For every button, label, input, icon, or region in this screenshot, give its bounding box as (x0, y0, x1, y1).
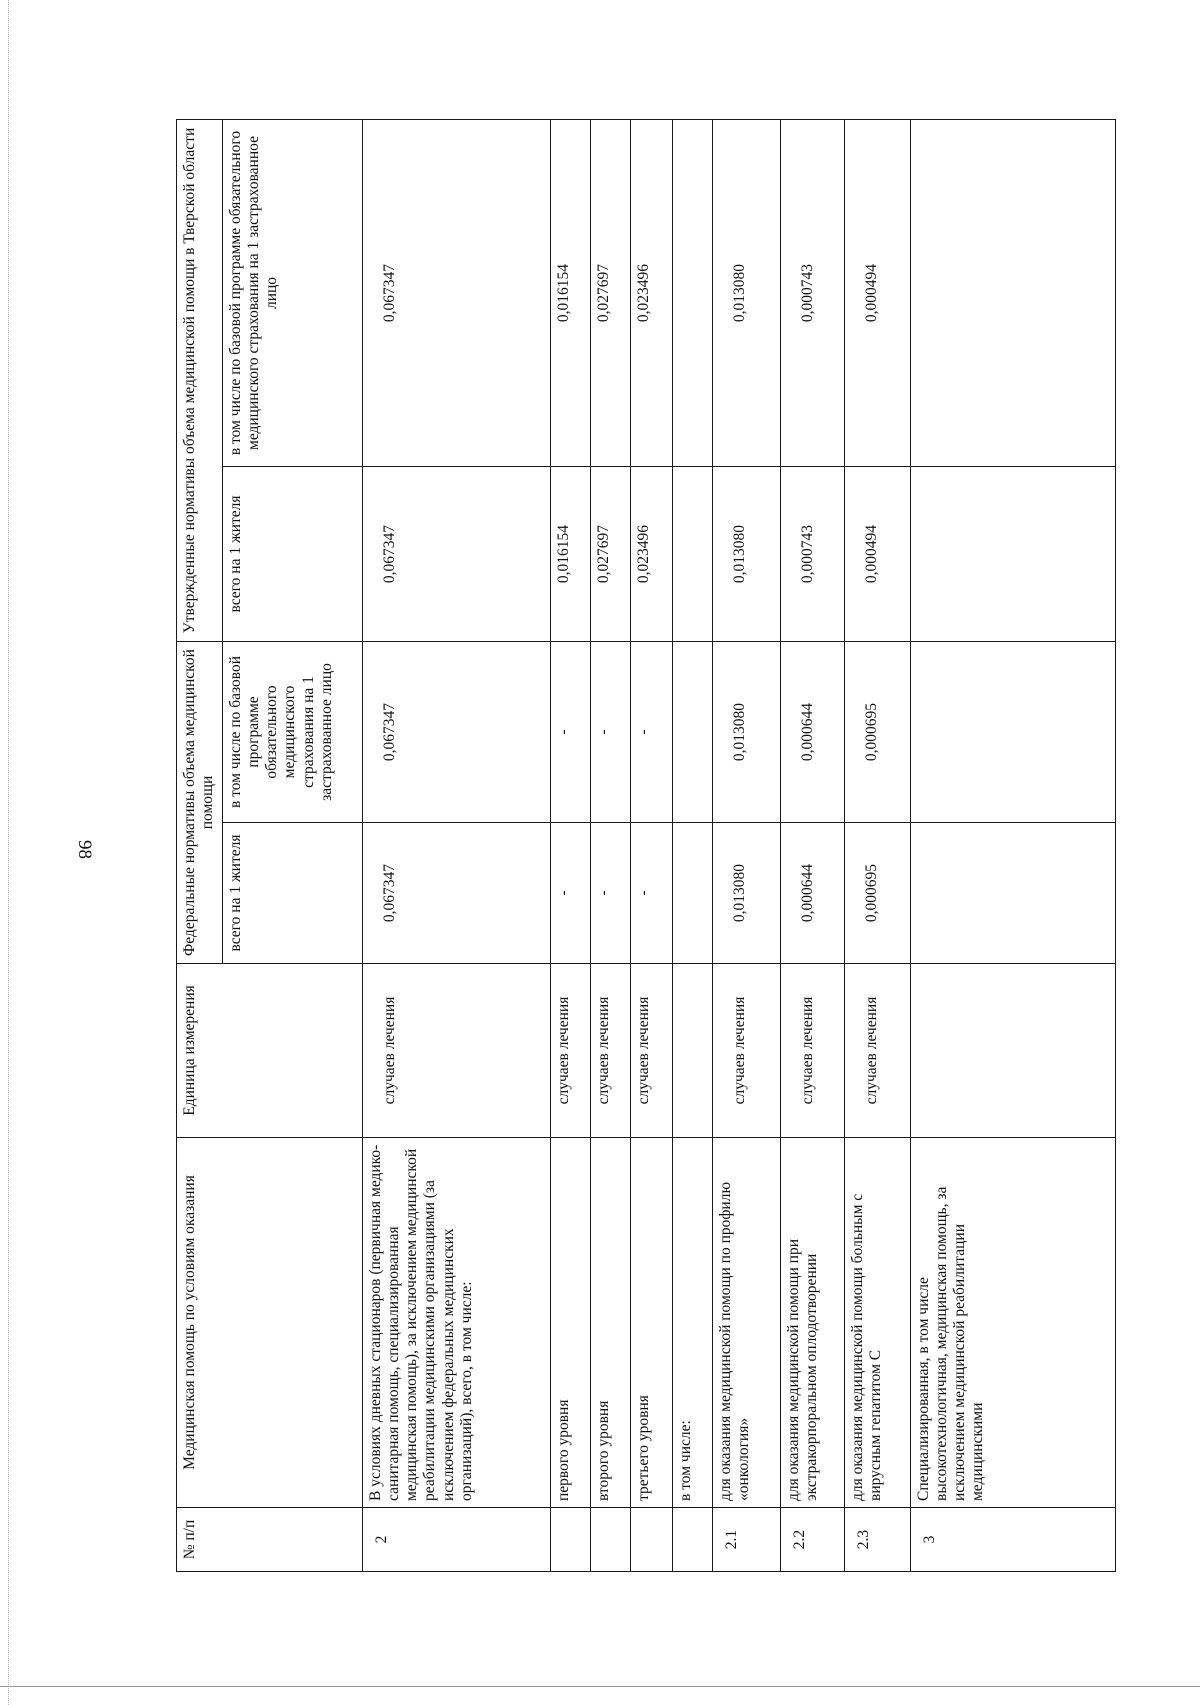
cell-tver-total: 0,027697 (590, 467, 630, 642)
header-federal-total: всего на 1 жителя (222, 823, 362, 964)
header-tver-oms: в том числе по базовой программе обязательного медицинского страхования на 1 застрахованное лицо (222, 120, 362, 467)
cell-num (630, 1508, 672, 1572)
cell-name: В условиях дневных стационаров (первичная медико-санитарная помощь, специализированная медицинская помощь), за исключением медицинской реабилитации медицинскими организациями (за исключением федеральных медицинских организаций), всего, в том числе: (362, 1138, 550, 1508)
rotated-table-wrapper (176, 120, 1116, 1572)
norms-table (176, 119, 1116, 1572)
cell-tver-oms (672, 120, 712, 467)
cell-tver-oms: 0,016154 (550, 120, 590, 467)
cell-fed-total: 0,000695 (844, 823, 910, 964)
cell-tver-total: 0,000494 (844, 467, 910, 642)
header-tver-total: всего на 1 жителя (222, 467, 362, 642)
cell-fed-oms: - (550, 642, 590, 823)
cell-name: для оказания медицинской помощи больным с вирусным гепатитом С (844, 1138, 910, 1508)
cell-tver-oms: 0,000743 (780, 120, 844, 467)
cell-fed-total: - (630, 823, 672, 964)
cell-tver-oms: 0,067347 (362, 120, 550, 467)
table-row (910, 120, 1115, 1572)
cell-fed-oms: - (630, 642, 672, 823)
cell-name: второго уровня (590, 1138, 630, 1508)
cell-fed-total (672, 823, 712, 964)
cell-tver-total: 0,023496 (630, 467, 672, 642)
cell-num (590, 1508, 630, 1572)
cell-tver-total: 0,016154 (550, 467, 590, 642)
header-tver-group: Утвержденные нормативы объема медицинской помощи в Тверской области (177, 120, 223, 642)
page-number: 98 (74, 840, 95, 859)
header-federal-group: Федеральные нормативы объема медицинской помощи (177, 642, 223, 964)
cell-num: 2.1 (712, 1508, 780, 1572)
cell-unit: случаев лечения (844, 964, 910, 1138)
cell-fed-oms: 0,067347 (362, 642, 550, 823)
cell-fed-oms (672, 642, 712, 823)
cell-num (550, 1508, 590, 1572)
cell-name: третьего уровня (630, 1138, 672, 1508)
cell-fed-total: - (590, 823, 630, 964)
header-num: № п/п (177, 1508, 363, 1572)
cell-num (672, 1508, 712, 1572)
table-row (550, 120, 590, 1572)
table-row (362, 120, 550, 1572)
cell-unit (910, 964, 1115, 1138)
cell-unit: случаев лечения (590, 964, 630, 1138)
cell-fed-oms (910, 642, 1115, 823)
cell-tver-oms: 0,000494 (844, 120, 910, 467)
cell-tver-oms (910, 120, 1115, 467)
cell-fed-total: 0,013080 (712, 823, 780, 964)
cell-unit (672, 964, 712, 1138)
cell-fed-total (910, 823, 1115, 964)
cell-tver-total: 0,000743 (780, 467, 844, 642)
cell-name: в том числе: (672, 1138, 712, 1508)
cell-fed-total: 0,067347 (362, 823, 550, 964)
cell-name: для оказания медицинской помощи по профилю «онкология» (712, 1138, 780, 1508)
cell-tver-total (910, 467, 1115, 642)
table-row (780, 120, 844, 1572)
table-row (630, 120, 672, 1572)
cell-unit: случаев лечения (630, 964, 672, 1138)
cell-fed-total: 0,000644 (780, 823, 844, 964)
cell-fed-oms: 0,000695 (844, 642, 910, 823)
cell-num: 2 (362, 1508, 550, 1572)
cell-tver-oms: 0,013080 (712, 120, 780, 467)
cell-tver-total: 0,013080 (712, 467, 780, 642)
cell-name: Специализированная, в том числе высокотехнологичная, медицинская помощь, за исключением медицинской реабилитации медицинскими (910, 1138, 1115, 1508)
cell-num: 2.3 (844, 1508, 910, 1572)
header-row-1 (177, 120, 223, 1572)
cell-num: 3 (910, 1508, 1115, 1572)
cell-num: 2.2 (780, 1508, 844, 1572)
scan-edge (8, 0, 9, 1705)
header-name: Медицинская помощь по условиям оказания (177, 1138, 363, 1508)
cell-fed-oms: 0,013080 (712, 642, 780, 823)
table-row (712, 120, 780, 1572)
table-row (590, 120, 630, 1572)
cell-fed-total: - (550, 823, 590, 964)
cell-tver-oms: 0,027697 (590, 120, 630, 467)
cell-tver-total: 0,067347 (362, 467, 550, 642)
header-unit: Единица измерения (177, 964, 363, 1138)
cell-unit: случаев лечения (780, 964, 844, 1138)
header-federal-oms: в том числе по базовой программе обязательного медицинского страхования на 1 застрахованное лицо (222, 642, 362, 823)
cell-unit: случаев лечения (712, 964, 780, 1138)
cell-tver-total (672, 467, 712, 642)
cell-tver-oms: 0,023496 (630, 120, 672, 467)
table-row (844, 120, 910, 1572)
cell-unit: случаев лечения (362, 964, 550, 1138)
cell-fed-oms: - (590, 642, 630, 823)
bottom-scan-line (0, 1686, 1200, 1687)
cell-fed-oms: 0,000644 (780, 642, 844, 823)
cell-name: для оказания медицинской помощи при экстракорпоральном оплодотворении (780, 1138, 844, 1508)
cell-unit: случаев лечения (550, 964, 590, 1138)
table-row (672, 120, 712, 1572)
cell-name: первого уровня (550, 1138, 590, 1508)
